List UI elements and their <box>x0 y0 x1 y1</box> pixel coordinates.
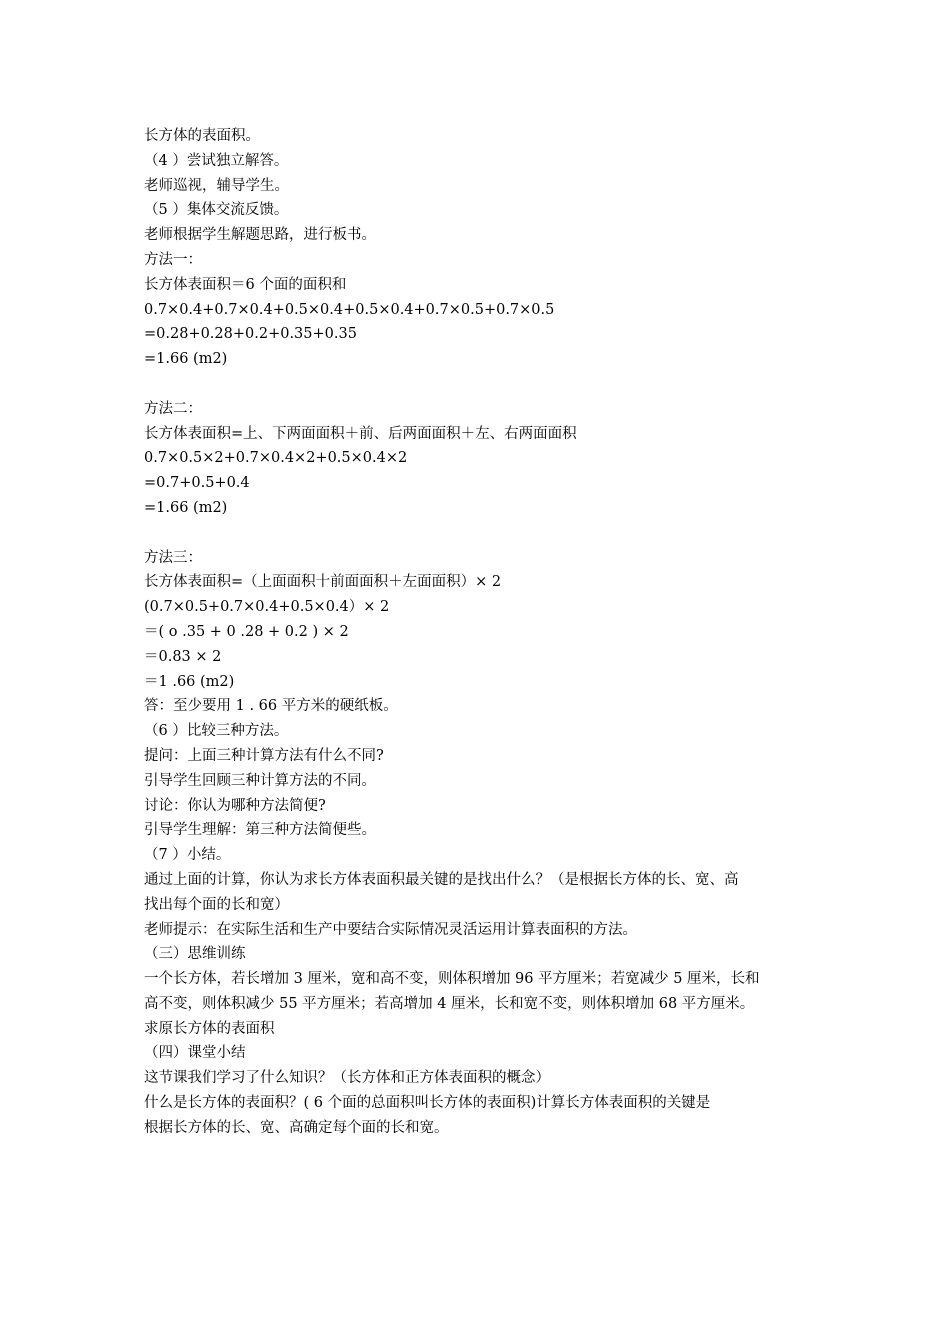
method-1-result: =1.66 (m2) <box>144 351 228 368</box>
exercise-text: 求原长方体的表面积 <box>144 1020 275 1037</box>
blank-line <box>144 372 814 397</box>
method-2-heading: 方法二： <box>144 400 202 417</box>
step-7-heading: （7 ）小结。 <box>144 847 231 864</box>
answer-line: 答：至少要用 1 . 66 平方米的硬纸板。 <box>144 698 398 715</box>
text-line: 老师根据学生解题思路，进行板书。 <box>144 227 376 244</box>
text-line: 长方体的表面积。 <box>144 128 260 144</box>
summary-text: 这节课我们学习了什么知识？（长方体和正方体表面积的概念） <box>144 1070 550 1087</box>
method-2-formula: 长方体表面积=上、下两面面积＋前、后两面面积＋左、右两面面积 <box>144 425 577 442</box>
method-3-result: ＝1 .66 (m2) <box>144 673 235 690</box>
text-line: 提问：上面三种计算方法有什么不同? <box>144 747 384 764</box>
method-2-calc: 0.7×0.5×2+0.7×0.4×2+0.5×0.4×2 <box>144 450 408 467</box>
exercise-text: 一个长方体，若长增加 3 厘米，宽和高不变，则体积增加 96 平方厘米；若宽减少 5 厘米，长和 <box>144 971 760 988</box>
exercise-text: 高不变，则体积减少 55 平方厘米；若高增加 4 厘米，长和宽不变，则体积增加 68 平方厘米。 <box>144 995 755 1012</box>
step-4-heading: （4 ）尝试独立解答。 <box>144 152 289 169</box>
method-1-calc: =0.28+0.28+0.2+0.35+0.35 <box>144 326 357 343</box>
method-3-calc: ＝( o .35 + 0 .28 + 0.2 ) × 2 <box>144 623 349 640</box>
section-4-heading: （四）课堂小结 <box>144 1045 246 1062</box>
step-5-heading: （5 ）集体交流反馈。 <box>144 202 289 219</box>
blank-line <box>144 521 814 546</box>
method-3-calc: ＝0.83 × 2 <box>144 648 222 665</box>
text-line: 通过上面的计算，你认为求长方体表面积最关键的是找出什么？（是根据长方体的长、宽、高 <box>144 871 739 888</box>
method-3-heading: 方法三： <box>144 549 202 566</box>
method-1-calc: 0.7×0.4+0.7×0.4+0.5×0.4+0.5×0.4+0.7×0.5+0.7×0.5 <box>144 301 555 318</box>
text-line: 找出每个面的长和宽） <box>144 896 289 913</box>
text-line: 引导学生理解：第三种方法简便些。 <box>144 822 376 839</box>
summary-text: 什么是长方体的表面积？( 6 个面的总面积叫长方体的表面积)计算长方体表面积的关键是 <box>144 1095 711 1112</box>
method-2-result: =1.66 (m2) <box>144 499 228 516</box>
method-1-formula: 长方体表面积＝6 个面的面积和 <box>144 276 347 293</box>
section-3-heading: （三）思维训练 <box>144 946 246 963</box>
method-3-calc: (0.7×0.5+0.7×0.4+0.5×0.4）× 2 <box>144 599 390 616</box>
method-2-calc: =0.7+0.5+0.4 <box>144 475 250 492</box>
method-1-heading: 方法一： <box>144 251 202 268</box>
text-line: 老师提示：在实际生活和生产中要结合实际情况灵活运用计算表面积的方法。 <box>144 921 637 938</box>
step-6-heading: （6 ）比较三种方法。 <box>144 723 289 740</box>
method-3-formula: 长方体表面积=（上面面积十前面面积＋左面面积）× 2 <box>144 574 502 591</box>
summary-text: 根据长方体的长、宽、高确定每个面的长和宽。 <box>144 1119 449 1136</box>
text-line: 讨论：你认为哪种方法简便? <box>144 797 326 814</box>
document-body <box>144 124 814 1141</box>
text-line: 引导学生回顾三种计算方法的不同。 <box>144 772 376 789</box>
text-line: 老师巡视，辅导学生。 <box>144 177 289 194</box>
